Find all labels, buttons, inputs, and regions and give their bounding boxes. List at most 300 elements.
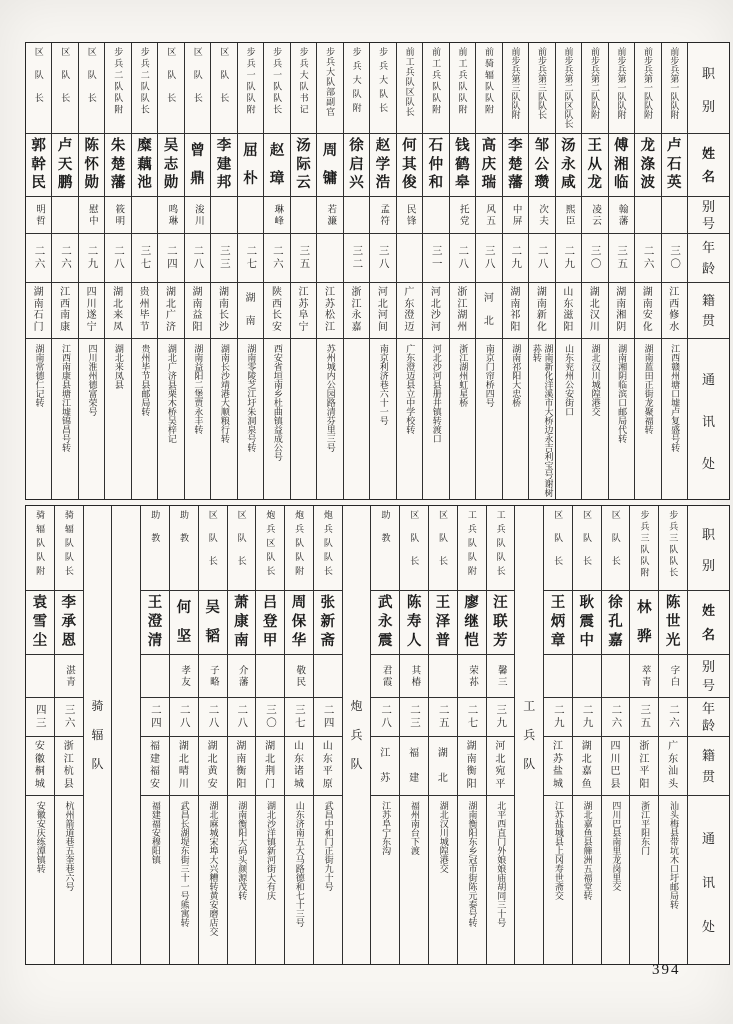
name-cell: 卢 天 鹏: [52, 133, 77, 196]
alias-cell: [132, 196, 157, 233]
person-column: [157, 43, 183, 499]
name-cell: 廖 继 恺: [458, 590, 486, 654]
alias-cell: 中屏: [503, 196, 528, 233]
age-cell: 二八: [185, 233, 210, 282]
alias-cell: [423, 196, 448, 233]
origin-cell: 湖 北 晴 川: [170, 736, 198, 795]
alias-cell: 君霞: [371, 654, 399, 697]
origin-cell: 浙 江 杭 县: [55, 736, 83, 795]
role-cell: 助教: [380, 510, 391, 556]
address-cell: 四川淮州德富荣号: [79, 338, 104, 499]
alias-cell: 翰藩: [609, 196, 634, 233]
role-cell: 区队长: [219, 47, 230, 116]
alias-cell: 熙臣: [556, 196, 581, 233]
person-column: [457, 506, 486, 964]
person-column: [661, 43, 687, 499]
role-cell: 前工兵队队附: [457, 47, 468, 116]
age-cell: 二九: [503, 233, 528, 282]
name-cell: 汤 际 云: [291, 133, 316, 196]
alias-cell: 孝友: [170, 654, 198, 697]
address-cell: 杭州箭道巷五奎巷六号: [55, 795, 83, 964]
age-cell: 三五: [291, 233, 316, 282]
header-cell: 职 别: [701, 527, 715, 573]
name-cell: 李 建 邦: [211, 133, 236, 196]
origin-cell: 河 北 河 间: [370, 282, 395, 338]
role-cell: 区队长: [86, 47, 97, 116]
origin-cell: 湖 南 长 沙: [211, 282, 236, 338]
address-cell: 湖北麻城宋埠大兴糟转黄安磨店交: [199, 795, 227, 964]
role-cell: 步兵大队附: [351, 47, 362, 117]
origin-cell: 湖 南 新 化: [529, 282, 554, 338]
role-cell: 区队长: [581, 510, 592, 579]
name-cell: 袁 雪 尘: [26, 590, 54, 654]
alias-cell: [635, 196, 660, 233]
age-cell: 三〇: [582, 233, 607, 282]
origin-cell: 福 建: [400, 736, 428, 795]
name-cell: 武 永 震: [371, 590, 399, 654]
address-cell: 西安省垣南乡杜曲镇益成公号: [264, 338, 289, 499]
role-cell: 区队长: [610, 510, 621, 579]
alias-cell: [314, 654, 342, 697]
origin-cell: 山 东 滋 阳: [556, 282, 581, 338]
address-cell: 湖南新化洋溪市大桥边永吉利宝号谢树荪转: [529, 338, 554, 499]
alias-cell: 荣荪: [458, 654, 486, 697]
person-column: [634, 43, 660, 499]
name-cell: 张 新 斋: [314, 590, 342, 654]
origin-cell: 湖 北 来 凤: [105, 282, 130, 338]
person-column: [184, 43, 210, 499]
alias-cell: [238, 196, 263, 233]
name-cell: 朱 楚 藩: [105, 133, 130, 196]
age-cell: 二九: [79, 233, 104, 282]
address-cell: 湖南长沙靖港大顺粮行转: [211, 338, 236, 499]
age-cell: 三七: [132, 233, 157, 282]
age-cell: 二四: [314, 697, 342, 736]
age-cell: 二九: [573, 697, 601, 736]
address-cell: 江西赣州塘口墟卢复盛号转: [662, 338, 687, 499]
alias-cell: [256, 654, 284, 697]
alias-cell: [544, 654, 572, 697]
age-cell: 三九: [487, 697, 515, 736]
origin-cell: 河 北 沙 河: [423, 282, 448, 338]
age-cell: 三〇: [256, 697, 284, 736]
alias-cell: 字白: [659, 654, 687, 697]
origin-cell: 江 苏 阜 宁: [291, 282, 316, 338]
role-cell: 骑辐队队附: [35, 510, 46, 580]
address-cell: 武昌长湖堤东街三十一号熊寓转: [170, 795, 198, 964]
alias-cell: 凌云: [582, 196, 607, 233]
role-cell: 前工兵队队附: [431, 47, 442, 116]
role-cell: 前步兵第三队队长: [537, 47, 547, 119]
address-cell: 湖南湘阴临滨口邮局代转: [609, 338, 634, 499]
empty-column: [111, 506, 140, 964]
role-cell: 前步兵第一队队附: [616, 47, 627, 119]
name-cell: 林 骅: [630, 590, 658, 654]
alias-cell: 子略: [199, 654, 227, 697]
name-cell: 钱 鹤 皋: [450, 133, 475, 196]
person-column: [343, 43, 369, 499]
header-column: [687, 506, 729, 964]
role-cell: 区队长: [192, 47, 203, 116]
person-column: [169, 506, 198, 964]
origin-cell: 广 东 汕 头: [659, 736, 687, 795]
role-cell: 炮兵队队附: [294, 510, 305, 580]
origin-cell: 山 东 诸 城: [285, 736, 313, 795]
address-cell: 四川巴县南里龙岗里交: [602, 795, 630, 964]
person-column: [475, 43, 501, 499]
role-cell: 工兵队队长: [495, 510, 506, 580]
alias-cell: 萃青: [630, 654, 658, 697]
origin-cell: 河 北: [476, 282, 501, 338]
age-cell: 二六: [26, 233, 51, 282]
person-column: [486, 506, 515, 964]
alias-cell: 次夫: [529, 196, 554, 233]
origin-cell: 江 苏: [371, 736, 399, 795]
alias-cell: 敬民: [285, 654, 313, 697]
origin-cell: 湖 北 荆 门: [256, 736, 284, 795]
alias-cell: [344, 196, 369, 233]
name-cell: 高 庆 瑞: [476, 133, 501, 196]
origin-cell: 湖 南 湘 阴: [609, 282, 634, 338]
name-cell: 何 其 俊: [397, 133, 422, 196]
person-column: [572, 506, 601, 964]
person-column: [54, 506, 83, 964]
role-cell: 步兵大队部副官: [325, 47, 336, 117]
role-cell: 步兵一队队附: [245, 47, 256, 116]
alias-cell: 琳峰: [264, 196, 289, 233]
person-column: [399, 506, 428, 964]
alias-cell: 筱明: [105, 196, 130, 233]
role-cell: 区队长: [236, 510, 247, 579]
person-column: [284, 506, 313, 964]
address-cell: 湖南衡阳大码头颜源茂转: [228, 795, 256, 964]
age-cell: 二六: [659, 697, 687, 736]
person-column: [555, 43, 581, 499]
role-cell: 步兵三队队附: [639, 510, 650, 579]
origin-cell: 浙 江 永 嘉: [344, 282, 369, 338]
name-cell: 李 承 恩: [55, 590, 83, 654]
origin-cell: 山 东 平 原: [314, 736, 342, 795]
address-cell: 湖北嘉鱼县簰洲五福堂转: [573, 795, 601, 964]
address-cell: 湖北广济县栗木桥吴梓记: [158, 338, 183, 499]
name-cell: 郭 幹 民: [26, 133, 51, 196]
name-cell: 陈 怀 勋: [79, 133, 104, 196]
name-cell: 糜 藕 池: [132, 133, 157, 196]
role-cell: 骑辐队队长: [63, 510, 74, 580]
header-cell: 通 讯 处: [688, 338, 729, 499]
person-column: [543, 506, 572, 964]
address-cell: [291, 338, 316, 499]
origin-cell: 湖 南 石 门: [26, 282, 51, 338]
age-cell: 二六: [635, 233, 660, 282]
age-cell: 二八: [105, 233, 130, 282]
alias-cell: [26, 654, 54, 697]
origin-cell: 浙 江 平 阳: [630, 736, 658, 795]
alias-cell: 馨三: [487, 654, 515, 697]
header-cell: 姓 名: [688, 590, 729, 654]
origin-cell: 湖 北 嘉 鱼: [573, 736, 601, 795]
alias-cell: 介藩: [228, 654, 256, 697]
alias-cell: [291, 196, 316, 233]
page-number: 394: [652, 962, 681, 978]
name-cell: 陈 寿 人: [400, 590, 428, 654]
origin-cell: 江 西 南 康: [52, 282, 77, 338]
person-column: [449, 43, 475, 499]
age-cell: 三〇: [662, 233, 687, 282]
address-cell: 湖北汉川城隍港交: [429, 795, 457, 964]
age-cell: [397, 233, 422, 282]
person-column: [369, 43, 395, 499]
age-cell: 二八: [199, 697, 227, 736]
alias-cell: 若濂: [317, 196, 342, 233]
name-cell: 耿 震 中: [573, 590, 601, 654]
address-cell: 福州南台下渡: [400, 795, 428, 964]
name-cell: 赵 学 浩: [370, 133, 395, 196]
person-column: [227, 506, 256, 964]
role-cell: 区队长: [166, 47, 177, 116]
alias-cell: 浚川: [185, 196, 210, 233]
roster-table-top: [25, 42, 730, 500]
person-column: [131, 43, 157, 499]
name-cell: 王 从 龙: [582, 133, 607, 196]
alias-cell: 明哲: [26, 196, 51, 233]
address-cell: 浙江湖州虹星桥: [450, 338, 475, 499]
name-cell: 吴 韬: [199, 590, 227, 654]
origin-cell: 湖 北 广 济: [158, 282, 183, 338]
alias-cell: [52, 196, 77, 233]
name-cell: 王 炳 章: [544, 590, 572, 654]
name-cell: 卢 石 英: [662, 133, 687, 196]
person-column: [255, 506, 284, 964]
role-cell: 步兵二队队长: [139, 47, 150, 116]
role-cell: 助教: [150, 510, 161, 556]
name-cell: 傅 湘 临: [609, 133, 634, 196]
header-column: [687, 43, 729, 499]
person-column: [428, 506, 457, 964]
person-column: [26, 43, 51, 499]
age-cell: 二八: [450, 233, 475, 282]
alias-cell: 慰中: [79, 196, 104, 233]
age-cell: 三五: [609, 233, 634, 282]
address-cell: 湖南蓝田正街龙聚福转: [635, 338, 660, 499]
origin-cell: 湖 南 衡 阳: [228, 736, 256, 795]
address-cell: 湖北汉川城隍港交: [582, 338, 607, 499]
name-cell: 周 镛: [317, 133, 342, 196]
age-cell: 二八: [228, 697, 256, 736]
age-cell: 二八: [371, 697, 399, 736]
age-cell: 二四: [141, 697, 169, 736]
roster-table-bottom: [25, 505, 730, 965]
age-cell: 二九: [544, 697, 572, 736]
origin-cell: 湖 北 黄 安: [199, 736, 227, 795]
address-cell: 汕头梅县带坑木口圩邮局转: [659, 795, 687, 964]
alias-cell: [602, 654, 630, 697]
section-divider-label: 骑 辐 队: [91, 699, 104, 771]
name-cell: 石 仲 和: [423, 133, 448, 196]
address-cell: 江苏盐城县上冈寿世斋交: [544, 795, 572, 964]
origin-cell: 四 川 巴 县: [602, 736, 630, 795]
origin-cell: 福 建 福 安: [141, 736, 169, 795]
name-cell: 徐 启 兴: [344, 133, 369, 196]
age-cell: 二六: [264, 233, 289, 282]
role-cell: 前步兵第三队队附: [510, 47, 521, 119]
role-cell: 前步兵第二队区队长: [563, 47, 574, 128]
alias-cell: 湛青: [55, 654, 83, 697]
address-cell: 北平西直门外娘娘庙胡同三十号: [487, 795, 515, 964]
origin-cell: 陕 西 长 安: [264, 282, 289, 338]
role-cell: 区队长: [207, 510, 218, 579]
origin-cell: 安 徽 桐 城: [26, 736, 54, 795]
person-column: [528, 43, 554, 499]
header-cell: 别 号: [688, 196, 729, 233]
address-cell: 湖北沙洋镇新河街大有庆: [256, 795, 284, 964]
person-column: [313, 506, 342, 964]
section-divider-column: [514, 506, 543, 964]
role-cell: 前骑辐队队附: [484, 47, 495, 116]
section-divider-column: [83, 506, 112, 964]
age-cell: 三六: [55, 697, 83, 736]
person-column: [601, 506, 630, 964]
name-cell: 邹 公 瓒: [529, 133, 554, 196]
address-cell: 武昌中和门正街九十号: [314, 795, 342, 964]
header-cell: 职 别: [701, 66, 715, 114]
header-cell: 籍 贯: [688, 282, 729, 338]
address-cell: 湖南常德仁记转: [26, 338, 51, 499]
origin-cell: 湖 南 安 化: [635, 282, 660, 338]
alias-cell: 其椿: [400, 654, 428, 697]
name-cell: 王 泽 普: [429, 590, 457, 654]
person-column: [581, 43, 607, 499]
role-cell: 步兵大队长: [378, 47, 389, 117]
age-cell: 四三: [26, 697, 54, 736]
person-column: [502, 43, 528, 499]
age-cell: 三一: [423, 233, 448, 282]
section-divider-label: 炮 兵 队: [350, 699, 363, 771]
role-cell: 炮兵区队长: [265, 510, 276, 580]
age-cell: [317, 233, 342, 282]
role-cell: 炮兵队队长: [322, 510, 333, 580]
person-column: [140, 506, 169, 964]
name-cell: 汤 永 咸: [556, 133, 581, 196]
name-cell: 汪 联 芳: [487, 590, 515, 654]
address-cell: 山东兖州公安街口: [556, 338, 581, 499]
role-cell: 区队长: [553, 510, 564, 579]
age-cell: 三三: [211, 233, 236, 282]
origin-cell: 湖 北: [429, 736, 457, 795]
role-cell: 区队长: [33, 47, 44, 116]
role-cell: 前步兵第一队队附: [642, 47, 653, 119]
origin-cell: 湖 南 益 阳: [185, 282, 210, 338]
role-cell: 区队长: [60, 47, 71, 116]
origin-cell: 江 苏 盐 城: [544, 736, 572, 795]
origin-cell: 四 川 遂 宁: [79, 282, 104, 338]
name-cell: 屈 朴: [238, 133, 263, 196]
person-column: [263, 43, 289, 499]
age-cell: 二六: [52, 233, 77, 282]
role-cell: 区队长: [409, 510, 420, 579]
alias-cell: [429, 654, 457, 697]
age-cell: 三八: [476, 233, 501, 282]
role-cell: 步兵二队队附: [113, 47, 124, 116]
alias-cell: [141, 654, 169, 697]
age-cell: 三五: [630, 697, 658, 736]
person-column: [370, 506, 399, 964]
address-cell: 河北沙河县册井镇转渡口: [423, 338, 448, 499]
age-cell: 二三: [400, 697, 428, 736]
age-cell: 二四: [158, 233, 183, 282]
address-cell: 广东澄迈县立中学校转: [397, 338, 422, 499]
age-cell: 二七: [238, 233, 263, 282]
header-cell: 籍 贯: [688, 736, 729, 795]
address-cell: 湖北来凤县: [105, 338, 130, 499]
alias-cell: 民锋: [397, 196, 422, 233]
age-cell: 二五: [429, 697, 457, 736]
address-cell: 安徽安庆练潭镇转: [26, 795, 54, 964]
address-cell: 南京利济巷六十一号: [370, 338, 395, 499]
address-cell: 湖南益阳二堡贾永丰转: [185, 338, 210, 499]
role-cell: 区队长: [438, 510, 449, 579]
role-cell: 助教: [179, 510, 189, 556]
address-cell: 浙江平阳东门: [630, 795, 658, 964]
address-cell: [344, 338, 369, 499]
name-cell: 徐 孔 嘉: [602, 590, 630, 654]
address-cell: 湖南祁阳大忠桥: [503, 338, 528, 499]
person-column: [78, 43, 104, 499]
age-cell: 二七: [458, 697, 486, 736]
name-cell: 陈 世 光: [659, 590, 687, 654]
origin-cell: 湖 南: [238, 282, 263, 338]
name-cell: 龙 涤 波: [635, 133, 660, 196]
address-cell: 苏州城内公园路清芬里三号: [317, 338, 342, 499]
age-cell: 二九: [556, 233, 581, 282]
name-cell: 赵 璋: [264, 133, 289, 196]
role-cell: 前步兵第二队队附: [589, 47, 600, 119]
person-column: [237, 43, 263, 499]
person-column: [629, 506, 658, 964]
alias-cell: [211, 196, 236, 233]
origin-cell: 浙 江 湖 州: [450, 282, 475, 338]
age-cell: 三七: [285, 697, 313, 736]
name-cell: 周 保 华: [285, 590, 313, 654]
origin-cell: 江 西 修 水: [662, 282, 687, 338]
role-cell: 前工兵队区队长: [404, 47, 415, 117]
age-cell: 三二: [344, 233, 369, 282]
person-column: [316, 43, 342, 499]
person-column: [608, 43, 634, 499]
origin-cell: 广 东 澄 迈: [397, 282, 422, 338]
person-column: [26, 506, 54, 964]
name-cell: 吴 志 勋: [158, 133, 183, 196]
person-column: [290, 43, 316, 499]
name-cell: 萧 康 南: [228, 590, 256, 654]
person-column: [210, 43, 236, 499]
address-cell: 江苏阜宁东沟: [371, 795, 399, 964]
address-cell: 贵州毕节县邮局转: [132, 338, 157, 499]
role-cell: 步兵三队队长: [668, 510, 679, 579]
person-column: [396, 43, 422, 499]
person-column: [658, 506, 687, 964]
origin-cell: 江 苏 松 江: [317, 282, 342, 338]
name-cell: 李 楚 藩: [503, 133, 528, 196]
address-cell: 福建福安穆阳镇: [141, 795, 169, 964]
name-cell: 何 坚: [170, 590, 198, 654]
header-cell: 通 讯 处: [688, 795, 729, 964]
header-cell: 年 龄: [688, 697, 729, 736]
alias-cell: [573, 654, 601, 697]
age-cell: 二八: [529, 233, 554, 282]
alias-cell: 鸣琳: [158, 196, 183, 233]
address-cell: 南京门帘桥四号: [476, 338, 501, 499]
